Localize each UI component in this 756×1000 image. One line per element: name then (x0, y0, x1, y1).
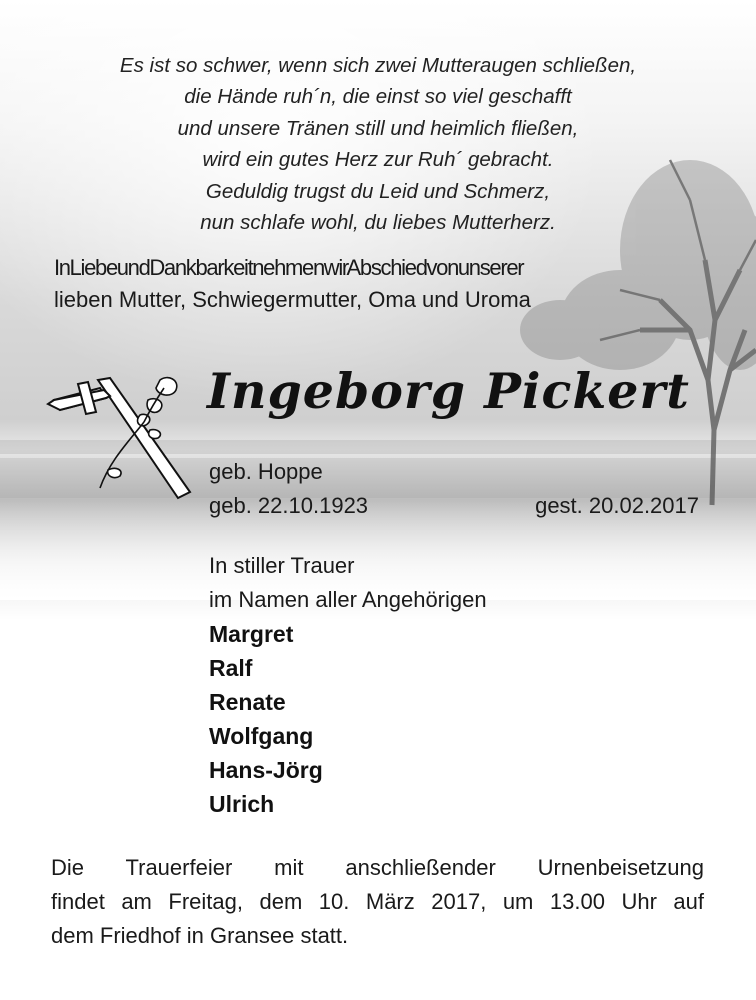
mourner-name: Margret (209, 621, 294, 647)
funeral-line: Die Trauerfeier mit anschließender Urnenbeisetzung (51, 855, 704, 880)
maiden-name: geb. Hoppe (209, 459, 323, 484)
poem-line: Es ist so schwer, wenn sich zwei Mutteraugen schließen, (119, 54, 637, 77)
birth-date: geb. 22.10.1923 (209, 493, 369, 518)
mourner-name: Wolfgang (209, 723, 314, 749)
mourner-name: Ralf (209, 655, 253, 681)
intro-line: In Liebe und Dankbarkeit nehmen wir Abschied von unserer (54, 255, 524, 280)
intro-line: lieben Mutter, Schwiegermutter, Oma und Uroma (54, 287, 531, 312)
mourning-line: im Namen aller Angehörigen (209, 587, 487, 612)
deceased-name: Ingeborg Pickert (207, 362, 690, 420)
death-date: gest. 20.02.2017 (535, 493, 699, 518)
poem-line: die Hände ruh´n, die einst so viel geschafft (184, 85, 572, 109)
funeral-line: findet am Freitag, dem 10. März 2017, um 13.00 Uhr auf (51, 889, 704, 914)
mourner-name: Hans-Jörg (209, 757, 323, 783)
cross-with-rose-icon (40, 370, 200, 510)
funeral-line: dem Friedhof in Gransee statt. (51, 923, 349, 948)
poem-line: und unsere Tränen still und heimlich fließen, (177, 116, 579, 140)
mourner-name: Renate (209, 689, 286, 715)
memorial-poem (40, 50, 716, 238)
dates-row (209, 489, 699, 523)
farewell-intro (54, 252, 714, 316)
mourning-line: In stiller Trauer (209, 553, 355, 578)
deceased-details (209, 455, 699, 523)
mourning-statement (209, 549, 487, 617)
poem-line: nun schlafe wohl, du liebes Mutterherz. (200, 211, 556, 235)
funeral-notice (51, 851, 704, 953)
poem-line: Geduldig trugst du Leid und Schmerz, (205, 179, 551, 203)
poem-line: wird ein gutes Herz zur Ruh´ gebracht. (202, 148, 554, 172)
mourner-names (209, 617, 323, 821)
mourner-name: Ulrich (209, 791, 275, 817)
